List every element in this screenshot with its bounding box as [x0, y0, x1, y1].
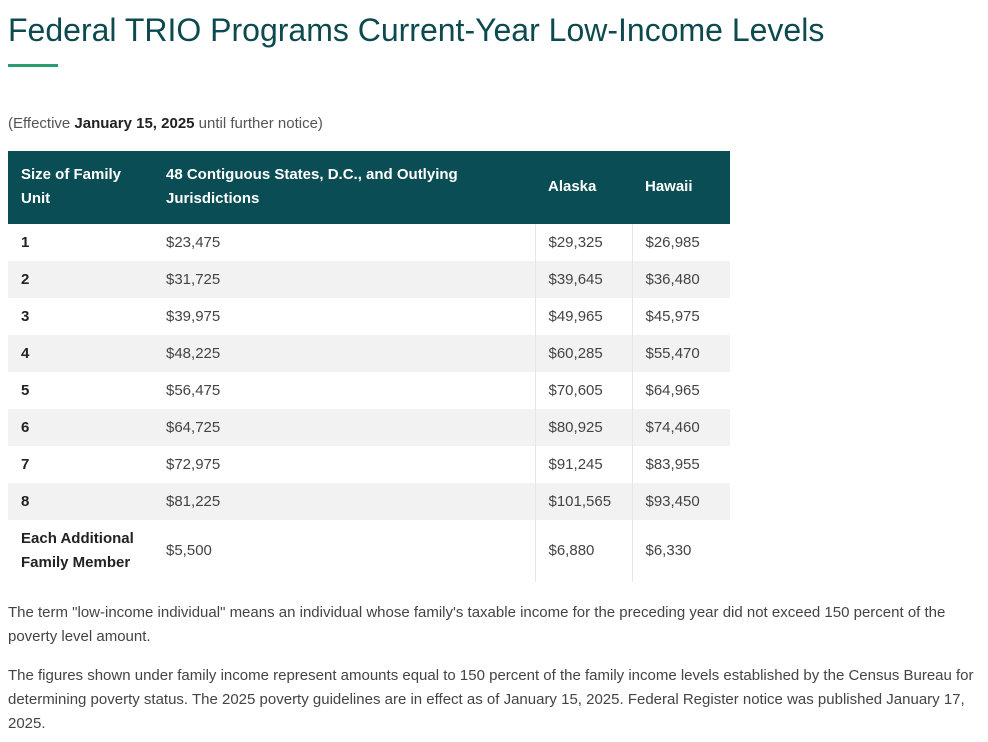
- contiguous-income-cell: $39,975: [153, 298, 535, 335]
- alaska-income-cell: $60,285: [535, 335, 632, 372]
- contiguous-income-cell: $81,225: [153, 483, 535, 520]
- hawaii-income-cell: $45,975: [645, 307, 700, 325]
- hawaii-income-cell: $26,985: [645, 233, 700, 251]
- table-row: [8, 372, 730, 409]
- alaska-income-cell: $49,965: [535, 298, 632, 335]
- hawaii-income-cell: $64,965: [645, 381, 700, 399]
- family-size-cell: 8: [8, 483, 153, 520]
- alaska-income-cell: $80,925: [535, 409, 632, 446]
- contiguous-income-cell: $31,725: [153, 261, 535, 298]
- hawaii-income-cell: $6,330: [645, 542, 692, 559]
- effective-date-note: [8, 114, 323, 134]
- alaska-income-cell: $29,325: [535, 224, 632, 261]
- alaska-income-cell: $6,880: [535, 520, 632, 582]
- effective-date: January 15, 2025: [74, 115, 195, 132]
- table-body: [8, 224, 730, 582]
- contiguous-income-cell: $72,975: [153, 446, 535, 483]
- header-hawaii: Hawaii: [632, 151, 730, 224]
- effective-suffix: until further notice): [194, 115, 323, 132]
- family-size-cell: 3: [21, 307, 30, 325]
- alaska-income-cell: $39,645: [535, 261, 632, 298]
- table-row: [8, 224, 730, 261]
- family-size-cell: Each Additional Family Member: [21, 530, 134, 571]
- table-row: [8, 483, 730, 520]
- title-underline: [8, 64, 58, 67]
- hawaii-income-cell: $55,470: [632, 335, 730, 372]
- alaska-income-cell: $70,605: [535, 372, 632, 409]
- effective-prefix: (Effective: [8, 115, 75, 132]
- figures-explanation: The figures shown under family income represent amounts equal to 150 percent of the family income levels established by the Census Bureau for determining poverty status. The 2025 poverty guidelines are in effect as of January 15, 2025. Federal Register notice was published January 17, 2025.: [8, 667, 974, 732]
- header-alaska: Alaska: [535, 151, 632, 224]
- alaska-income-cell: $91,245: [535, 446, 632, 483]
- table-header: [8, 151, 730, 224]
- table-row: [8, 261, 730, 298]
- contiguous-income-cell: $5,500: [153, 520, 535, 582]
- hawaii-income-cell: $36,480: [632, 261, 730, 298]
- family-size-cell: 4: [8, 335, 153, 372]
- contiguous-income-cell: $56,475: [153, 372, 535, 409]
- header-row: [8, 151, 730, 224]
- header-family-size: Size of Family Unit: [8, 151, 153, 224]
- table-row-additional-member: [8, 520, 730, 582]
- table-row: [8, 335, 730, 372]
- hawaii-income-cell: $74,460: [632, 409, 730, 446]
- contiguous-income-cell: $48,225: [153, 335, 535, 372]
- table-row: [8, 409, 730, 446]
- family-size-cell: 5: [21, 381, 30, 399]
- contiguous-income-cell: $64,725: [153, 409, 535, 446]
- contiguous-income-cell: $23,475: [153, 224, 535, 261]
- family-size-cell: 2: [8, 261, 153, 298]
- page-title: Federal TRIO Programs Current-Year Low-Income Levels: [8, 12, 825, 48]
- table-row: [8, 446, 730, 483]
- table-row: [8, 298, 730, 335]
- low-income-levels-table: [8, 151, 730, 582]
- family-size-cell: 1: [21, 233, 30, 251]
- family-size-cell: 7: [21, 455, 30, 473]
- hawaii-income-cell: $93,450: [632, 483, 730, 520]
- low-income-definition: The term "low-income individual" means an individual whose family's taxable income for the preceding year did not exceed 150 percent of the poverty level amount.: [8, 604, 946, 645]
- header-contiguous-states: 48 Contiguous States, D.C., and Outlying Jurisdictions: [153, 151, 535, 224]
- hawaii-income-cell: $83,955: [645, 455, 700, 473]
- alaska-income-cell: $101,565: [535, 483, 632, 520]
- family-size-cell: 6: [8, 409, 153, 446]
